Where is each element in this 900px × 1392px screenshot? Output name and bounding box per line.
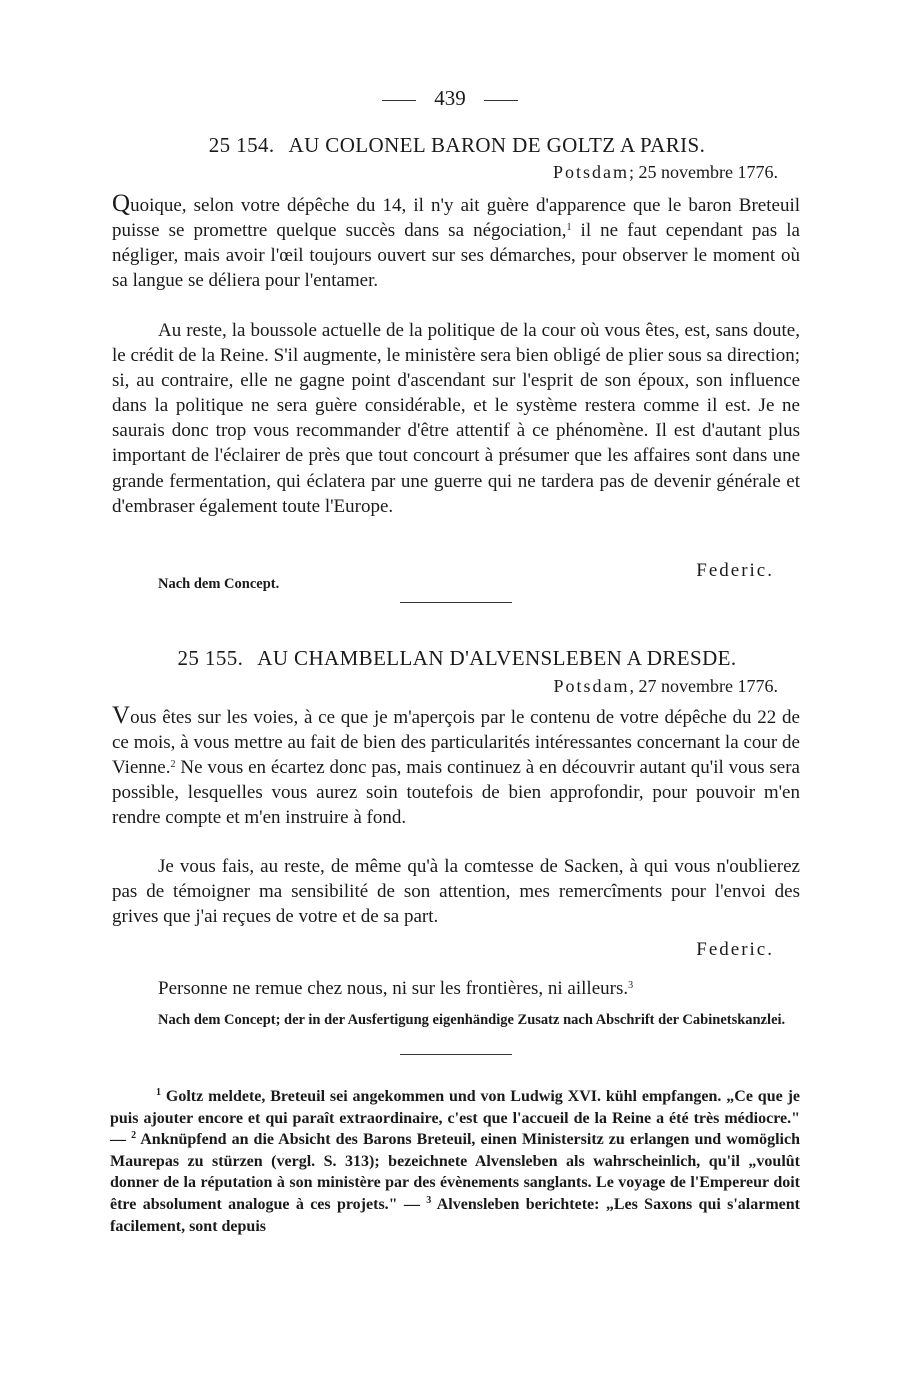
page-number-dash-right <box>484 100 518 101</box>
footnote-text: Goltz meldete, Breteuil sei angekommen und von Ludwig XVI. kühl empfangen. „Ce que je puis ajouter encore et qui paraît extraordinaire, c'est que l'accueil de la Reine a été très médiocre." — <box>110 1088 800 1149</box>
letter-paragraph: Vous êtes sur les voies, à ce que je m'aperçois par le contenu de votre dépêche du 22 de ce mois, à vous mettre au fait de bien des particularités intéressantes concernant la cour de Vienne.$^2$ Ne vous en écartez donc pas, mais continuez à en découvrir autant qu'il vous sera possible, lesquelles vous aurez soin toutefois de bien approfondir, pour pouvoir m'en rendre compte et m'en instruire à fond. <box>112 702 800 829</box>
initial-letter: Q <box>112 190 131 217</box>
letter-paragraph: Je vous fais, au reste, de même qu'à la comtesse de Sacken, à qui vous n'oublierez pas de témoigner ma sensibilité de son attention, mes remercîments pour l'envoi des grives que j'ai reçues de votre et de sa part. <box>112 856 800 928</box>
dateline-date: 25 novembre 1776. <box>638 162 778 182</box>
footnote-text: Alvensleben berichtete: „Les Saxons qui s'alarment facilement, sont depuis <box>110 1195 801 1235</box>
dateline-separator: , <box>629 676 635 696</box>
dateline-separator: ; <box>629 162 635 182</box>
letter-paragraph: Au reste, la boussole actuelle de la politique de la cour où vous êtes, est, sans doute, le crédit de la Reine. S'il augmente, le ministère sera bien obligé de plier sous sa direction; si, au contraire, elle ne gagne point d'ascendant sur l'esprit de son époux, son influence dans la politique ne sera guère considérable, et le système restera comme il est. Je ne saurais donc trop vous recommander d'être attentif à ce phénomène. Il est d'autant plus important de l'éclairer de près que tout concourt à présumer que les affaires sont dans une grande fermentation, qui éclatera par une guerre qui ne tardera pas de devenir générale et d'embraser également toute l'Europe. <box>112 320 800 517</box>
dateline <box>554 676 779 697</box>
letter-title: AU COLONEL BARON DE GOLTZ A PARIS. <box>288 133 706 157</box>
initial-letter: V <box>112 702 131 729</box>
dateline-place: Potsdam <box>552 162 629 182</box>
section-divider <box>400 602 512 603</box>
letter-number: 25 155. <box>177 646 244 670</box>
footnote-text: Anknüpfend an die Absicht des Barons Breteuil, einen Ministersitz zu erlangen und womöglich Maurepas zu stürzen (vergl. S. 313); bezeichnete Alvensleben als wahrscheinlich, qu'il „voulût donner de la réputation à son ministère par des évènements sanglants. Le voyage de l'Empereur doit être absolument analogue à ces projets." — <box>110 1131 800 1213</box>
dateline-date: 27 novembre 1776. <box>638 676 778 696</box>
letter-title: AU CHAMBELLAN D'ALVENSLEBEN A DRESDE. <box>257 646 737 670</box>
letter-heading <box>112 646 802 671</box>
dateline <box>553 162 778 183</box>
footnotes <box>110 1086 800 1237</box>
section-divider <box>400 1054 512 1055</box>
footnote-marker: 2 <box>131 1130 137 1142</box>
signature: Federic. <box>696 560 774 581</box>
dateline-place: Potsdam <box>553 676 630 696</box>
page-number-dash-left <box>382 100 416 101</box>
signature: Federic. <box>696 939 774 960</box>
footnote-marker: 3 <box>628 980 634 991</box>
letter-number: 25 154. <box>208 133 275 157</box>
postscript: Personne ne remue chez nous, ni sur les frontières, ni ailleurs.$^3$ <box>158 978 634 999</box>
letter-heading <box>112 133 802 158</box>
source-note: Nach dem Concept; der in der Ausfertigung eigenhändige Zusatz nach Abschrift der Cabinetskanzlei. <box>158 1012 786 1028</box>
footnote-marker: 3 <box>426 1194 432 1206</box>
footnote-marker: 1 <box>566 222 572 234</box>
source-note: Nach dem Concept. <box>158 576 280 592</box>
letter-paragraph: Quoique, selon votre dépêche du 14, il n'y ait guère d'apparence que le baron Breteuil puisse se promettre quelque succès dans sa négociation,$^1$ il ne faut cependant pas la négliger, mais avoir l'œil toujours ouvert sur ses démarches, pour observer le moment où sa langue se déliera pour l'entamer. <box>112 190 800 292</box>
footnote-marker: 1 <box>156 1087 161 1098</box>
footnote-marker: 2 <box>170 759 176 771</box>
page-number: 439 <box>0 86 900 111</box>
